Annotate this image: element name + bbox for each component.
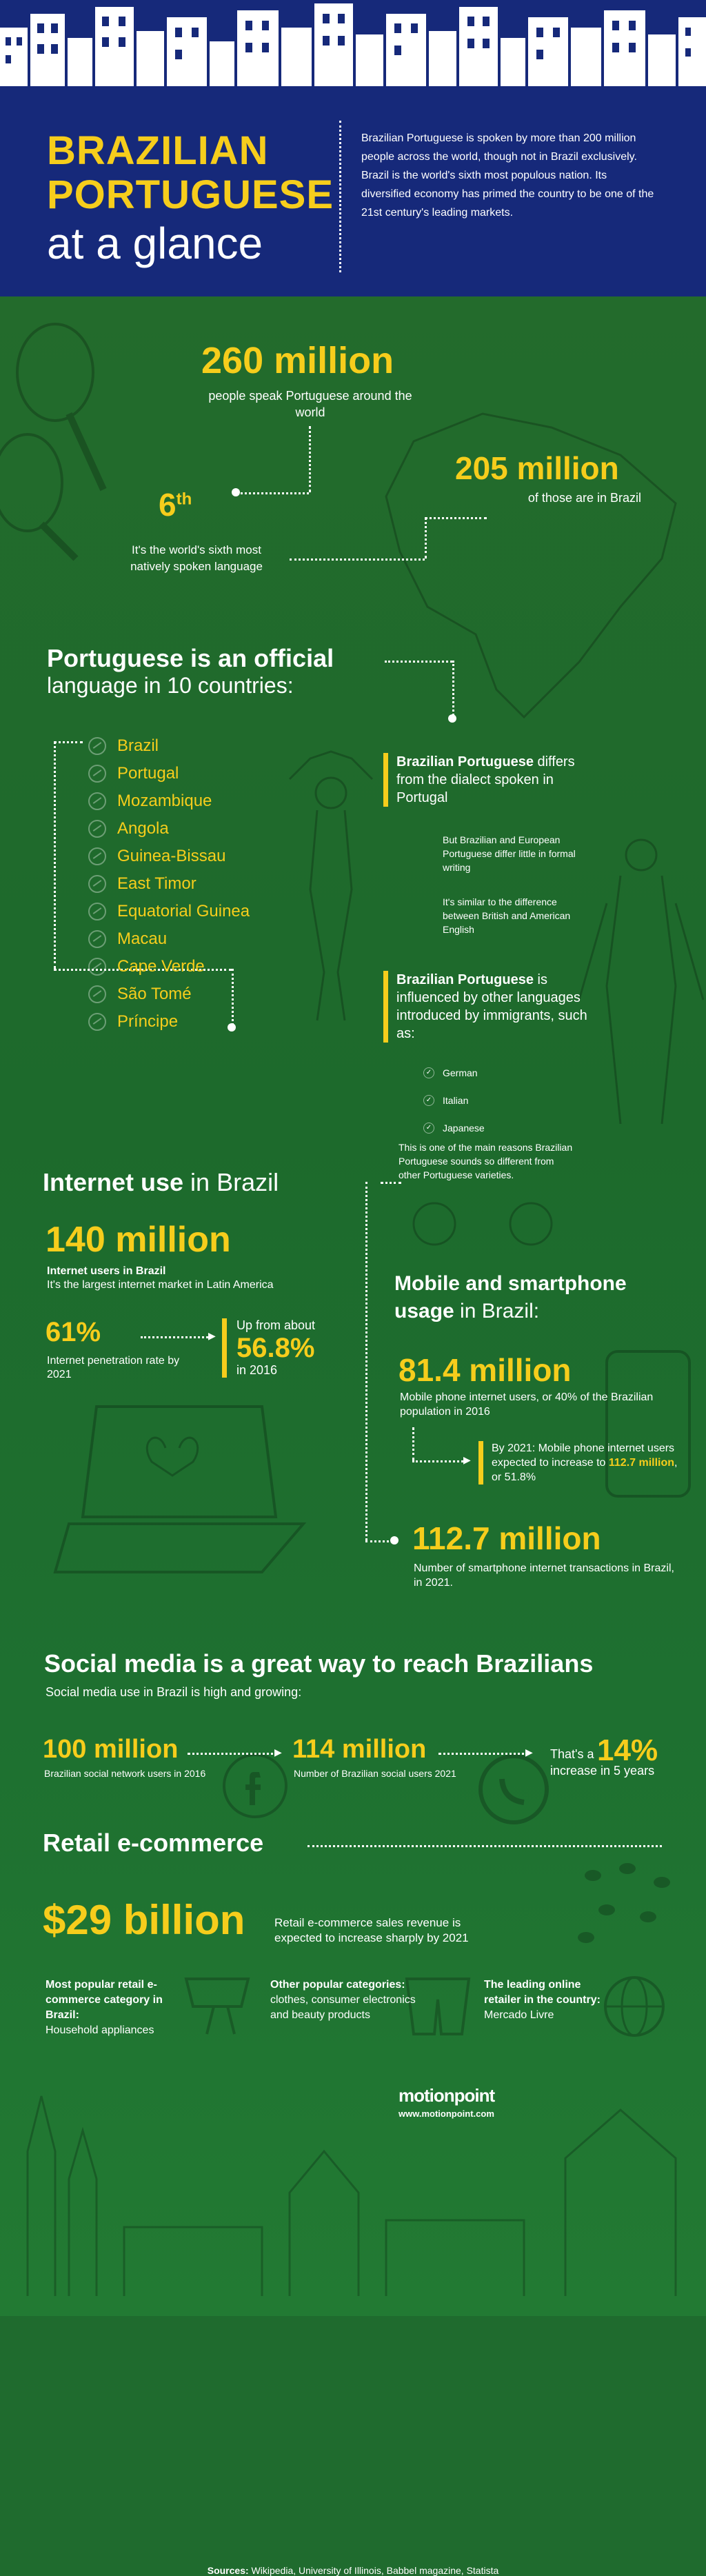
penetration-value: 61% bbox=[46, 1317, 101, 1347]
maracas-icon bbox=[0, 310, 138, 559]
country-icon bbox=[88, 847, 106, 865]
social-2016-value: 100 million bbox=[43, 1735, 179, 1764]
title-line-1: BRAZILIAN bbox=[47, 128, 269, 173]
list-item: ✓ German bbox=[423, 1059, 561, 1087]
connector-line bbox=[365, 1540, 393, 1542]
mobile-users-caption: Mobile phone internet users, or 40% of the Brazilian population in 2016 bbox=[400, 1391, 654, 1418]
retail-category-2: Other popular categories: clothes, consumer electronics and beauty products bbox=[270, 1979, 416, 2021]
difference-point-2: Brazilian Portuguese is influenced by other languages introduced by immigrants, such as: bbox=[383, 971, 603, 1043]
connector-line bbox=[54, 741, 83, 743]
connector-line bbox=[309, 426, 311, 492]
list-item: Guinea-Bissau bbox=[88, 843, 295, 870]
retail-category-1: Most popular retail e-commerce category in Brazil: Household appliances bbox=[46, 1979, 163, 2036]
list-item: Portugal bbox=[88, 760, 295, 787]
smartphone-value: 112.7 million bbox=[412, 1520, 601, 1556]
country-icon bbox=[88, 737, 106, 755]
growth-caption: increase in 5 years bbox=[550, 1764, 655, 1778]
connector-line bbox=[425, 517, 487, 519]
hero-divider bbox=[339, 121, 341, 272]
mobile-forecast: By 2021: Mobile phone internet users expected to increase to 112.7 million, or 51.8% bbox=[478, 1441, 685, 1485]
list-item: São Tomé bbox=[88, 980, 295, 1008]
mobile-heading: Mobile and smartphone usage in Brazil: bbox=[394, 1272, 627, 1322]
country-list bbox=[88, 732, 295, 1036]
coffee-beans-icon bbox=[565, 1855, 689, 1951]
retail-revenue-value: $29 billion bbox=[43, 1897, 245, 1943]
difference-note-1: But Brazilian and European Portuguese differ little in formal writing bbox=[443, 834, 576, 873]
arrow-icon: ▶ bbox=[274, 1747, 282, 1758]
sources: Sources: Wikipedia, University of Illinois, Babbel magazine, Statista bbox=[207, 2565, 499, 2576]
social-heading: Social media is a great way to reach Brazilians bbox=[44, 1649, 594, 1678]
list-item: Mozambique bbox=[88, 787, 295, 815]
whatsapp-icon bbox=[476, 1751, 552, 1827]
internet-users-caption: Internet users in Brazil It's the largest internet market in Latin America bbox=[47, 1265, 274, 1291]
connector-line bbox=[438, 1753, 530, 1755]
page-title bbox=[47, 128, 334, 270]
list-item: Cape Verde bbox=[88, 953, 295, 980]
list-item: Príncipe bbox=[88, 1008, 295, 1036]
official-heading: Portuguese is an official language in 10 countries: bbox=[47, 644, 334, 698]
country-icon bbox=[88, 985, 106, 1003]
arrow-icon: ▶ bbox=[525, 1747, 533, 1758]
hero-section bbox=[0, 86, 706, 296]
mobile-users-value: 81.4 million bbox=[399, 1352, 572, 1388]
growth-prefix: That's a bbox=[550, 1747, 594, 1761]
connector-line bbox=[141, 1336, 212, 1338]
country-icon bbox=[88, 765, 106, 783]
penetration-caption: Internet penetration rate by 2021 bbox=[47, 1355, 180, 1380]
check-icon: ✓ bbox=[423, 1123, 434, 1134]
check-icon: ✓ bbox=[423, 1067, 434, 1078]
connector-line bbox=[452, 661, 454, 716]
arrow-icon: ▶ bbox=[463, 1454, 471, 1465]
title-line-2: PORTUGUESE bbox=[47, 172, 334, 217]
check-icon: ✓ bbox=[423, 1095, 434, 1106]
language-list bbox=[423, 1059, 561, 1142]
connector-line bbox=[54, 741, 56, 969]
country-icon bbox=[88, 1013, 106, 1031]
website-link[interactable]: www.motionpoint.com bbox=[399, 2109, 494, 2119]
list-item: East Timor bbox=[88, 870, 295, 898]
country-icon bbox=[88, 820, 106, 838]
motionpoint-logo[interactable]: motionpoint bbox=[399, 2085, 495, 2106]
connector-line bbox=[188, 1753, 279, 1755]
connector-line bbox=[307, 1845, 662, 1847]
list-item: ✓ Japanese bbox=[423, 1114, 561, 1142]
list-item: ✓ Italian bbox=[423, 1087, 561, 1114]
internet-users-value: 140 million bbox=[46, 1220, 231, 1260]
country-icon bbox=[88, 875, 106, 893]
list-item: Equatorial Guinea bbox=[88, 898, 295, 925]
connector-line bbox=[385, 661, 452, 663]
title-line-3: at a glance bbox=[47, 219, 263, 268]
rank-value: 6th bbox=[159, 487, 192, 523]
previous-penetration: Up from about 56.8% in 2016 bbox=[222, 1318, 361, 1378]
connector-line bbox=[290, 559, 425, 561]
retail-category-3: The leading online retailer in the country: Mercado Livre bbox=[484, 1979, 601, 2021]
country-icon bbox=[88, 903, 106, 920]
social-2021-caption: Number of Brazilian social users 2021 bbox=[294, 1768, 456, 1779]
city-skyline-illustration bbox=[0, 2069, 706, 2296]
rank-caption: It's the world's sixth most natively spoken language bbox=[130, 543, 263, 573]
laptop-icon bbox=[55, 1400, 317, 1579]
difference-note-2: It's similar to the difference between British and American English bbox=[443, 896, 571, 935]
country-icon bbox=[88, 792, 106, 810]
globe-icon bbox=[600, 1972, 669, 2041]
brazil-speakers-caption: of those are in Brazil bbox=[527, 491, 641, 505]
internet-heading: Internet use in Brazil bbox=[43, 1168, 279, 1196]
intro-text: Brazilian Portuguese is spoken by more than 200 million people across the world, though not in Brazil exclusively. Brazil is the world's sixth most populous nation. Its diversified economy has primed the country to be one of the 21st century's leading markets. bbox=[361, 132, 654, 219]
connector-line bbox=[237, 492, 309, 494]
connector-line bbox=[412, 1427, 414, 1460]
skyline-illustration bbox=[0, 0, 706, 86]
brazil-speakers-value: 205 million bbox=[455, 450, 619, 486]
arrow-icon: ▶ bbox=[208, 1330, 216, 1341]
smartphone-caption: Number of smartphone internet transactions in Brazil, in 2021. bbox=[414, 1562, 674, 1589]
connector-dot bbox=[232, 488, 240, 496]
facebook-icon bbox=[221, 1751, 290, 1820]
main-content bbox=[0, 296, 706, 2576]
connector-dot bbox=[390, 1536, 399, 1544]
connector-line bbox=[365, 1182, 367, 1540]
social-2016-caption: Brazilian social network users in 2016 bbox=[44, 1768, 206, 1779]
social-2021-value: 114 million bbox=[292, 1735, 427, 1764]
connector-line bbox=[412, 1460, 467, 1462]
list-item: Angola bbox=[88, 815, 295, 843]
country-icon bbox=[88, 930, 106, 948]
connector-line bbox=[425, 517, 427, 559]
speakers-total-caption: people speak Portuguese around the world bbox=[208, 389, 412, 419]
country-icon bbox=[88, 958, 106, 976]
difference-note-3: This is one of the main reasons Brazilian Portuguese sounds so different from other Portuguese varieties. bbox=[399, 1142, 573, 1180]
list-item: Brazil bbox=[88, 732, 295, 760]
retail-heading: Retail e-commerce bbox=[43, 1829, 264, 1857]
orchid-icon bbox=[407, 1193, 572, 1255]
speakers-total-value: 260 million bbox=[201, 340, 394, 381]
connector-dot bbox=[448, 714, 456, 723]
growth-value: 14% bbox=[597, 1733, 658, 1767]
connector-line bbox=[381, 1182, 401, 1184]
retail-revenue-caption: Retail e-commerce sales revenue is expected to increase sharply by 2021 bbox=[274, 1916, 469, 1944]
social-subheading: Social media use in Brazil is high and growing: bbox=[46, 1685, 302, 1699]
list-item: Macau bbox=[88, 925, 295, 953]
difference-point-1: Brazilian Portuguese differs from the dialect spoken in Portugal bbox=[383, 753, 603, 807]
